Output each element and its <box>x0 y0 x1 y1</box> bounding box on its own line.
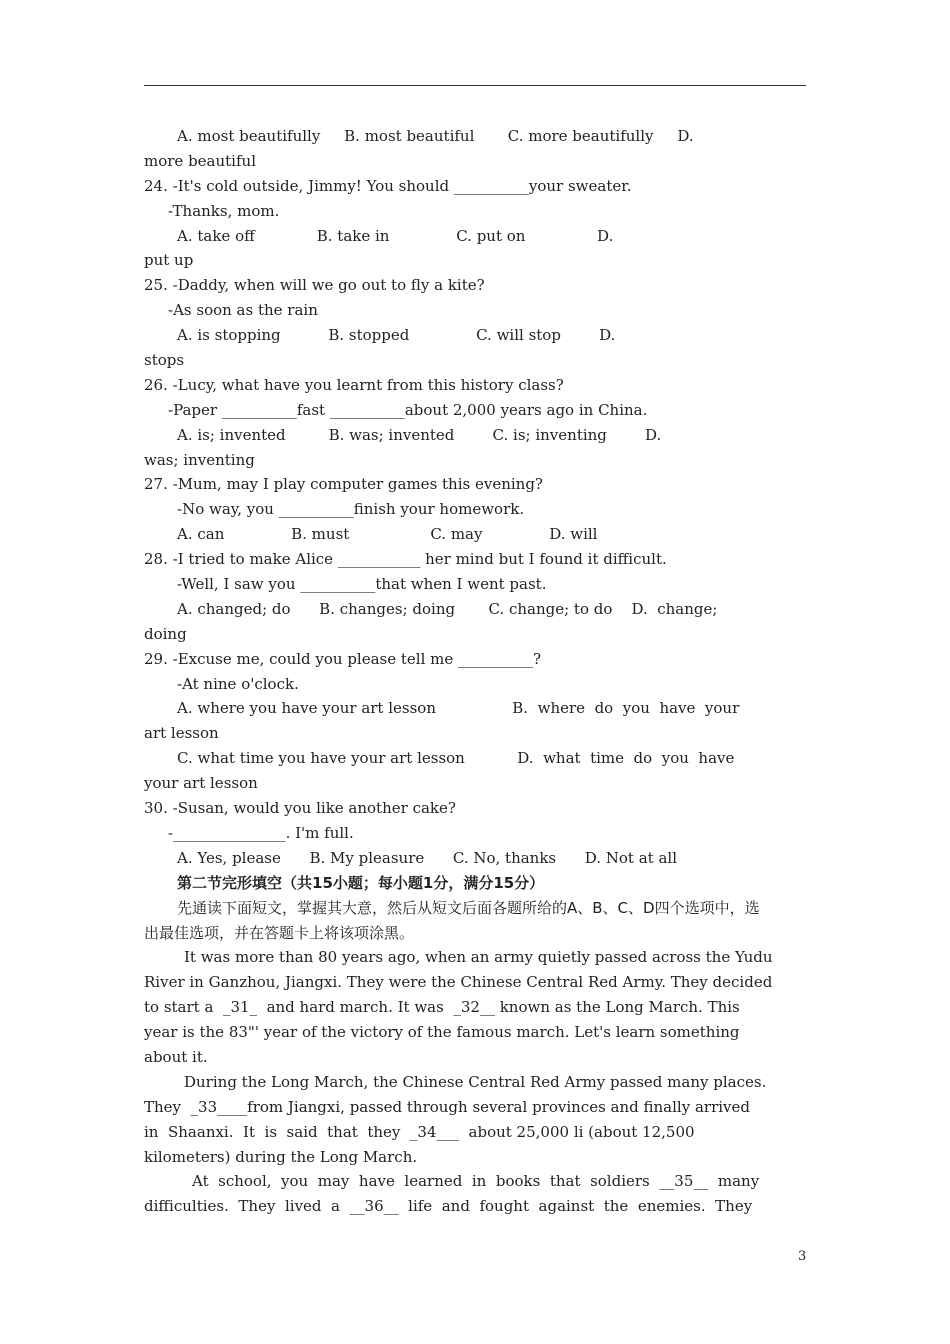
passage-line: At school, you may have learned in books that soldiers __35__ many <box>192 1172 760 1191</box>
passage-line: They _33____from Jiangxi, passed through several provinces and finally arrived <box>144 1097 750 1116</box>
q26-options-wrap: was; inventing <box>144 450 255 469</box>
page-number: 3 <box>798 1249 807 1264</box>
q27-response: -No way, you __________finish your homework. <box>177 500 525 519</box>
passage-line: kilometers) during the Long March. <box>144 1147 418 1166</box>
document-body <box>144 124 806 1219</box>
passage-line: year is the 83"' year of the victory of the famous march. Let's learn something <box>144 1023 740 1042</box>
q29-response: -At nine o'clock. <box>177 674 299 693</box>
q27-question: 27. -Mum, may I play computer games this evening? <box>144 475 543 494</box>
q25-response: -As soon as the rain <box>168 301 318 320</box>
q24-question: 24. -It's cold outside, Jimmy! You should __________your sweater. <box>144 176 632 195</box>
q26-response: -Paper __________fast __________about 2,000 years ago in China. <box>168 400 648 419</box>
passage-line: to start a _31_ and hard march. It was _32__ known as the Long March. This <box>144 998 740 1017</box>
q28-options-wrap: doing <box>144 624 187 643</box>
q25-question: 25. -Daddy, when will we go out to fly a kite? <box>144 276 485 295</box>
q28-response: -Well, I saw you __________that when I went past. <box>177 575 547 594</box>
q30-options-line: A. Yes, please B. My pleasure C. No, thanks D. Not at all <box>177 848 677 867</box>
passage-line: During the Long March, the Chinese Central Red Army passed many places. <box>184 1072 767 1091</box>
section-heading: 第二节完形填空（共15小题；每小题1分，满分15分） <box>177 873 545 892</box>
q30-response: -_______________. I'm full. <box>168 823 354 842</box>
q29-options-wrap-1: art lesson <box>144 724 219 743</box>
q28-options-line: A. changed; do B. changes; doing C. change; to do D. change; <box>177 599 718 618</box>
q30-question: 30. -Susan, would you like another cake? <box>144 799 456 818</box>
q29-question: 29. -Excuse me, could you please tell me __________? <box>144 649 542 668</box>
q26-question: 26. -Lucy, what have you learnt from this history class? <box>144 375 564 394</box>
header-rule <box>144 85 806 86</box>
q24-options-wrap: put up <box>144 251 194 270</box>
q23-options-line: A. most beautifully B. most beautiful C. more beautifully D. <box>177 127 694 145</box>
section-instructions-wrap: 出最佳选项，并在答题卡上将该项涂黑。 <box>144 923 415 942</box>
passage-line: in Shaanxi. It is said that they _34___ about 25,000 li (about 12,500 <box>144 1122 695 1141</box>
passage-line: about it. <box>144 1047 208 1066</box>
q29-options-wrap-2: your art lesson <box>144 774 258 793</box>
q25-options-wrap: stops <box>144 351 185 370</box>
passage-line: It was more than 80 years ago, when an army quietly passed across the Yudu <box>184 948 773 967</box>
q29-options-line-1: A. where you have your art lesson B. where do you have your <box>177 699 740 718</box>
q28-question: 28. -I tried to make Alice ___________ her mind but I found it difficult. <box>144 550 667 569</box>
q25-options-line: A. is stopping B. stopped C. will stop D. <box>177 326 616 345</box>
q24-options-line: A. take off B. take in C. put on D. <box>177 226 614 245</box>
section-instructions: 先通读下面短文，掌握其大意，然后从短文后面各题所给的A、B、C、D四个选项中，选 <box>177 898 760 917</box>
passage-line: River in Ganzhou, Jiangxi. They were the Chinese Central Red Army. They decided <box>144 973 773 992</box>
passage-line: difficulties. They lived a __36__ life and fought against the enemies. They <box>144 1197 753 1216</box>
q24-response: -Thanks, mom. <box>168 201 280 220</box>
q23-options-wrap: more beautiful <box>144 151 256 170</box>
q29-options-line-2: C. what time you have your art lesson D. what time do you have <box>177 749 735 768</box>
q27-options-line: A. can B. must C. may D. will <box>177 525 598 544</box>
q26-options-line: A. is; invented B. was; invented C. is; inventing D. <box>177 425 662 444</box>
